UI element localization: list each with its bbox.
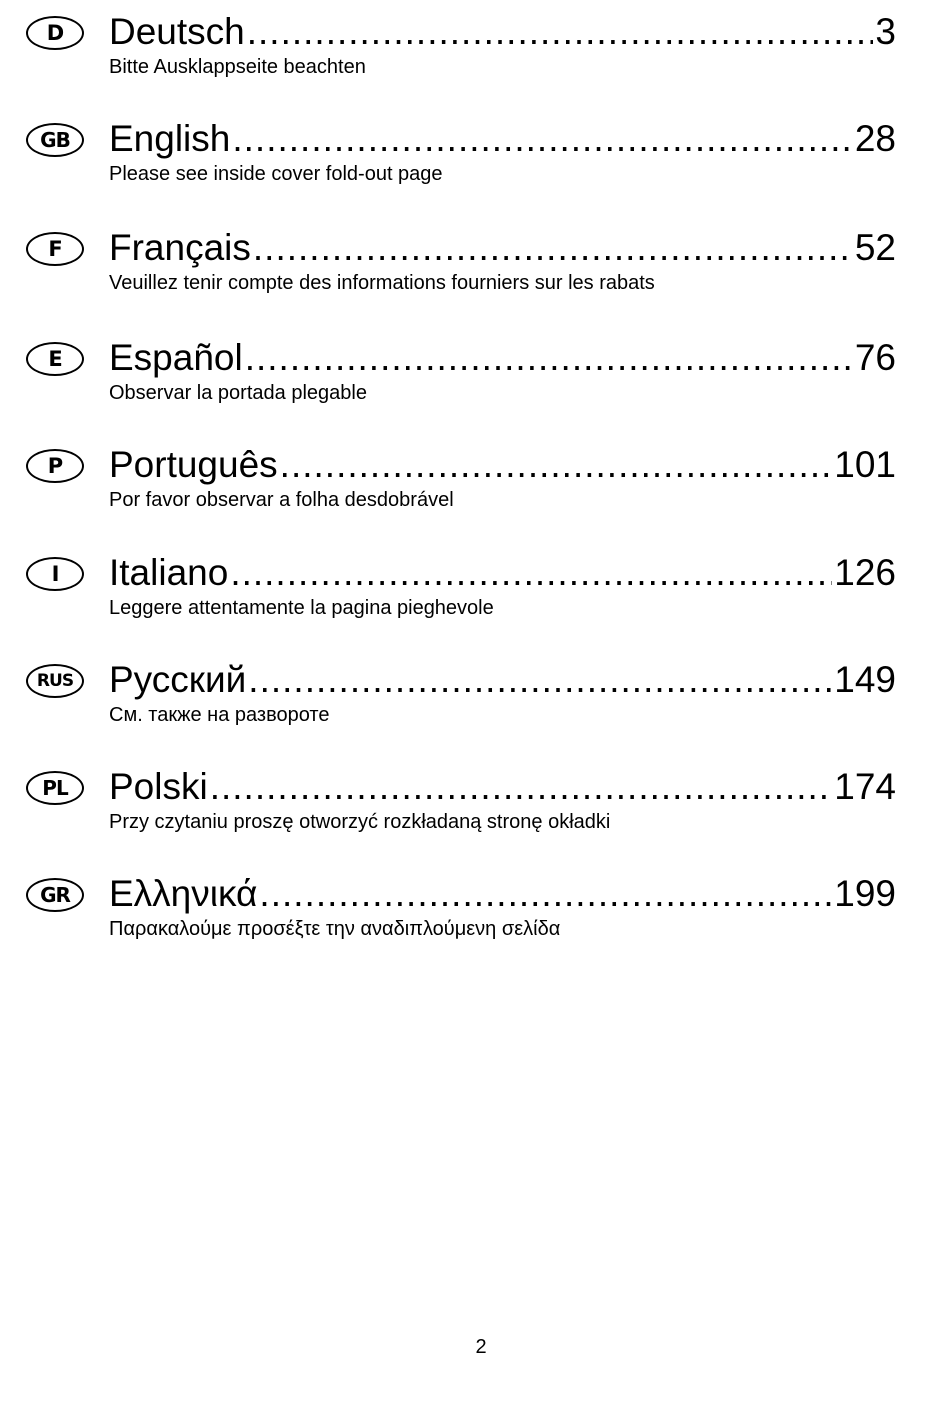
toc-title-line	[109, 658, 896, 702]
dot-leader	[245, 336, 853, 380]
page-number: 101	[834, 444, 896, 485]
toc-title-line	[109, 551, 896, 595]
dot-leader	[247, 10, 874, 54]
toc-entry-deutsch[interactable]	[0, 11, 950, 94]
language-name: Русский	[109, 659, 247, 700]
country-code-badge: PL	[26, 771, 84, 805]
toc-title-line	[109, 226, 896, 270]
entry-note: См. также на развороте	[109, 704, 330, 726]
language-name: Polski	[109, 766, 208, 807]
toc-entry-russian[interactable]	[0, 659, 950, 742]
page-number: 76	[854, 337, 896, 378]
entry-note: Bitte Ausklappseite beachten	[109, 56, 366, 78]
page-number: 3	[875, 11, 896, 52]
dot-leader	[210, 765, 833, 809]
page-number: 149	[834, 659, 896, 700]
language-name: Português	[109, 444, 278, 485]
country-code-badge: I	[26, 557, 84, 591]
page-number: 126	[834, 552, 896, 593]
page-number: 28	[854, 118, 896, 159]
toc-entry-portugues[interactable]	[0, 444, 950, 527]
language-name: Ελληνικά	[109, 873, 258, 914]
language-name: English	[109, 118, 231, 159]
country-code-badge: GB	[26, 123, 84, 157]
country-code-badge: P	[26, 449, 84, 483]
country-code-badge: F	[26, 232, 84, 266]
toc-entry-polski[interactable]	[0, 766, 950, 849]
toc-title-line	[109, 443, 896, 487]
entry-note: Παρακαλούμε προσέξτε την αναδιπλούμενη σελίδα	[109, 918, 561, 940]
dot-leader	[253, 226, 853, 270]
page-number: 174	[834, 766, 896, 807]
dot-leader	[280, 443, 833, 487]
toc-title-line	[109, 765, 896, 809]
entry-note: Leggere attentamente la pagina pieghevole	[109, 597, 494, 619]
dot-leader	[232, 117, 852, 161]
toc-title-line	[109, 336, 896, 380]
toc-entry-english[interactable]	[0, 118, 950, 201]
entry-note: Observar la portada plegable	[109, 382, 367, 404]
toc-entry-greek[interactable]	[0, 873, 950, 956]
toc-entry-italiano[interactable]	[0, 552, 950, 635]
language-name: Italiano	[109, 552, 229, 593]
toc-entry-espanol[interactable]	[0, 337, 950, 420]
toc-title-line	[109, 117, 896, 161]
entry-note: Por favor observar a folha desdobrável	[109, 489, 454, 511]
language-name: Deutsch	[109, 11, 245, 52]
toc-title-line	[109, 10, 896, 54]
page-number: 199	[834, 873, 896, 914]
country-code-badge: RUS	[26, 664, 84, 698]
country-code-badge: E	[26, 342, 84, 376]
toc-entry-francais[interactable]	[0, 227, 950, 310]
entry-note: Przy czytaniu proszę otworzyć rozkładaną stronę okładki	[109, 811, 611, 833]
page-number: 52	[854, 227, 896, 268]
entry-note: Veuillez tenir compte des informations fourniers sur les rabats	[109, 272, 655, 294]
language-name: Français	[109, 227, 251, 268]
country-code-badge: D	[26, 16, 84, 50]
entry-note: Please see inside cover fold-out page	[109, 163, 443, 185]
dot-leader	[259, 872, 832, 916]
dot-leader	[248, 658, 832, 702]
country-code-badge: GR	[26, 878, 84, 912]
dot-leader	[230, 551, 832, 595]
language-name: Español	[109, 337, 243, 378]
toc-title-line	[109, 872, 896, 916]
footer-page-number: 2	[475, 1336, 487, 1358]
